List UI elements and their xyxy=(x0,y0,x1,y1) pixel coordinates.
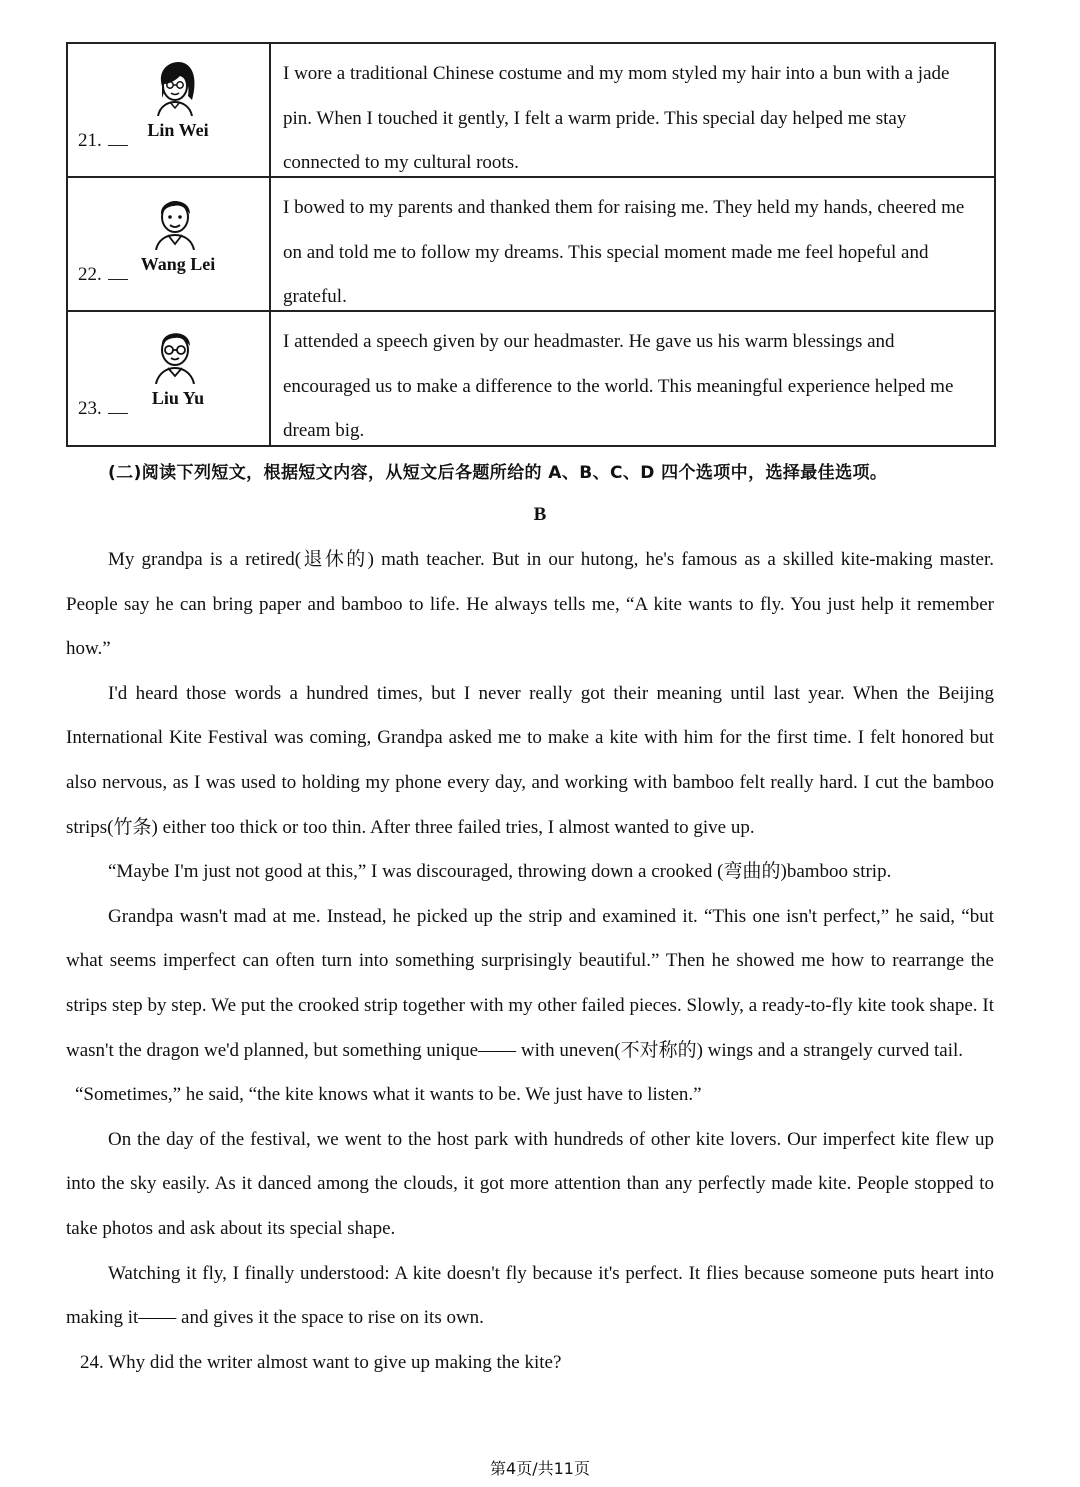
question-24: 24. Why did the writer almost want to give up making the kite? xyxy=(80,1351,562,1373)
passage-paragraph: Grandpa wasn't mad at me. Instead, he picked up the strip and examined it. “This one isn't perfect,” he said, “but what seems imperfect can often turn into something surprisingly beautiful.” Then he showed me how to rearrange the strips step by step. We put the crooked strip together with my other failed pieces. Slowly, a ready-to-fly kite took shape. It wasn't the dragon we'd planned, but something unique—— with uneven(不对称的) wings and a strangely curved tail. xyxy=(66,905,994,1061)
passage-paragraph: On the day of the festival, we went to the host park with hundreds of other kite lovers. Our imperfect kite flew up into the sky easily. As it danced among the clouds, it got more attention than any perfectly made kite. People stopped to take photos and ask about its special shape. xyxy=(66,1128,994,1239)
description-text: I wore a traditional Chinese costume and my mom styled my hair into a bun with a jade pin. When I touched it gently, I felt a warm pride. This special day helped me stay connected to my cultural roots. xyxy=(283,63,950,173)
matching-table xyxy=(66,42,996,447)
girl-portrait-icon xyxy=(146,56,204,116)
person-cell xyxy=(68,44,271,176)
person-name: Wang Lei xyxy=(140,254,216,274)
table-row xyxy=(68,178,994,312)
page-footer: 第4页/共11页 xyxy=(490,1459,590,1478)
person-name: Lin Wei xyxy=(147,120,209,140)
description-text: I attended a speech given by our headmaster. He gave us his warm blessings and encouraged us to make a difference to the world. This meaningful experience helped me dream big. xyxy=(283,331,954,441)
passage-paragraph: I'd heard those words a hundred times, but I never really got their meaning until last year. When the Beijing International Kite Festival was coming, Grandpa asked me to make a kite with him for the first time. I felt honored but also nervous, as I was used to holding my phone every day, and working with bamboo felt really hard. I cut the bamboo strips(竹条) either too thick or too thin. After three failed tries, I almost wanted to give up. xyxy=(66,682,994,838)
answer-blank[interactable] xyxy=(108,145,128,146)
passage-paragraph: “Maybe I'm just not good at this,” I was discouraged, throwing down a crooked (弯曲的)bamboo strip. xyxy=(108,861,892,883)
person-name: Liu Yu xyxy=(151,388,205,408)
boy-with-glasses-portrait-icon xyxy=(146,324,204,384)
passage-paragraph: My grandpa is a retired(退休的) math teacher. But in our hutong, he's famous as a skilled kite-making master. People say he can bring paper and bamboo to life. He always tells me, “A kite wants to fly. You just help it remember how.” xyxy=(66,549,994,660)
table-row xyxy=(68,44,994,178)
description-text: I bowed to my parents and thanked them for raising me. They held my hands, cheered me on and told me to follow my dreams. This special moment made me feel hopeful and grateful. xyxy=(283,197,965,307)
passage-paragraph: Watching it fly, I finally understood: A kite doesn't fly because it's perfect. It flies because someone puts heart into making it—— and gives it the space to rise on its own. xyxy=(66,1262,994,1329)
section-label: B xyxy=(533,504,547,525)
question-number: 23. xyxy=(78,398,128,420)
answer-blank[interactable] xyxy=(108,413,128,414)
boy-portrait-icon xyxy=(146,190,204,250)
reading-instruction: (二)阅读下列短文，根据短文内容，从短文后各题所给的 A、B、C、D 四个选项中，选择最佳选项。 xyxy=(108,463,888,483)
person-cell xyxy=(68,178,271,310)
passage-paragraph: “Sometimes,” he said, “the kite knows what it wants to be. We just have to listen.” xyxy=(75,1084,702,1106)
question-number: 22. xyxy=(78,264,128,286)
answer-blank[interactable] xyxy=(108,279,128,280)
table-row xyxy=(68,312,994,445)
person-cell xyxy=(68,312,271,445)
question-number: 21. xyxy=(78,130,128,152)
reading-passage xyxy=(66,538,994,1385)
